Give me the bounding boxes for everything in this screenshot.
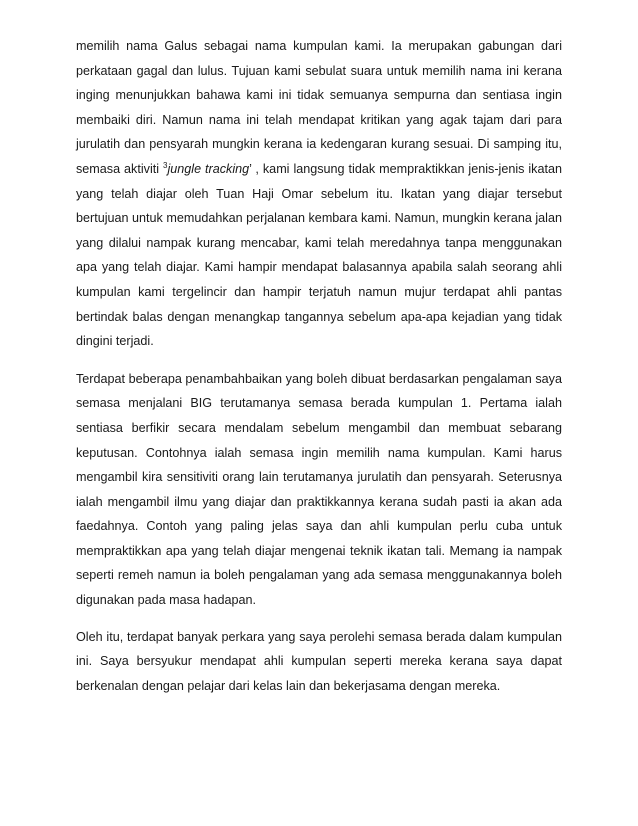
document-body [76, 34, 562, 711]
italic-term: jungle tracking [167, 161, 250, 176]
paragraph-1-continuation: ’ , kami langsung tidak mempraktikkan jenis-jenis ikatan yang telah diajar oleh Tuan Haji Omar sebelum itu. Ikatan yang diajar tersebut bertujuan untuk memudahkan perjalanan kembara kami. Namun, mungkin kerana jalan yang dilalui nampak kurang mencabar, kami telah meredahnya tanpa menggunakan apa yang telah diajar. Kami hampir mendapat balasannya apabila salah seorang ahli kumpulan kami tergelincir dan hampir terjatuh namun mujur terdapat ahli pantas bertindak balas dengan menangkap tangannya sebelum apa-apa kejadian yang tidak dingini terjadi. [76, 161, 562, 349]
paragraph-3: Oleh itu, terdapat banyak perkara yang saya perolehi semasa berada dalam kumpulan ini. Saya bersyukur mendapat ahli kumpulan seperti mereka kerana saya dapat berkenalan dengan pelajar dari kelas lain dan bekerjasama dengan mereka. [76, 629, 562, 693]
paragraph-1 [76, 34, 562, 354]
paragraph-1-text: memilih nama Galus sebagai nama kumpulan kami. Ia merupakan gabungan dari perkataan gagal dan lulus. Tujuan kami sebulat suara untuk memilih nama ini kerana inging menunjukkan bahawa kami ini tidak semuanya sempurna dan sentiasa ingin membaiki diri. Namun nama ini telah mendapat kritikan yang agak tajam dari para jurulatih dan pensyarah mungkin kerana ia kedengaran kurang sesuai. Di samping itu, semasa aktiviti [76, 39, 562, 176]
paragraph-2: Terdapat beberapa penambahbaikan yang boleh dibuat berdasarkan pengalaman saya semasa menjalani BIG terutamanya semasa berada kumpulan 1. Pertama ialah sentiasa berfikir secara mendalam sebelum mengambil dan membuat sebarang keputusan. Contohnya ialah semasa ingin memilih nama kumpulan. Kami harus mengambil kira sensitiviti orang lain terutamanya jurulatih dan pensyarah. Seterusnya ialah mengambil ilmu yang diajar dan praktikkannya kerana sudah pasti ia akan ada faedahnya. Contoh yang paling jelas saya dan ahli kumpulan perlu cuba untuk mempraktikkan apa yang telah diajar mengenai teknik ikatan tali. Memang ia nampak seperti remeh namun ia boleh pengalaman yang ada semasa menggunakannya boleh digunakan pada masa hadapan. [76, 371, 562, 608]
footnote-marker[interactable]: 3 [163, 160, 168, 170]
